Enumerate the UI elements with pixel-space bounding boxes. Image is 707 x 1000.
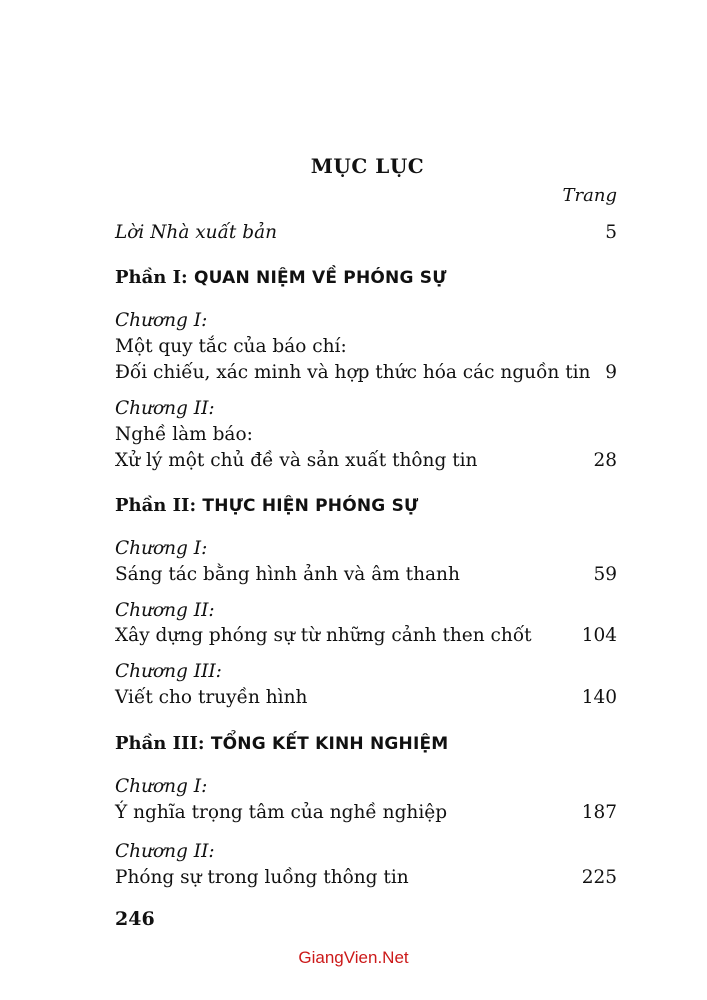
toc-entry-page: 225 [581,867,617,888]
chapter-label: Chương II: [115,600,215,621]
part-2-heading[interactable] [115,495,418,516]
chapter-subtitle: Một quy tắc của báo chí: [115,336,347,357]
toc-entry-page: 28 [593,450,617,471]
part-prefix: Phần III: [115,733,205,754]
part-3-heading[interactable] [115,733,448,754]
toc-entry-front[interactable] [115,222,617,243]
toc-entry[interactable] [115,867,617,888]
part-prefix: Phần I: [115,267,188,288]
toc-entry-page: 140 [581,687,617,708]
part-title: QUAN NIỆM VỀ PHÓNG SỰ [193,268,447,288]
toc-entry-label: Lời Nhà xuất bản [115,222,278,243]
toc-entry[interactable] [115,802,617,823]
page-number: 246 [115,908,155,930]
part-1-heading[interactable] [115,267,447,288]
chapter-subtitle: Nghề làm báo: [115,424,253,445]
toc-entry-label: Xử lý một chủ đề và sản xuất thông tin [115,450,478,471]
toc-entry[interactable] [115,625,617,646]
chapter-label: Chương II: [115,841,215,862]
toc-entry-page: 187 [581,802,617,823]
toc-entry[interactable] [115,687,617,708]
chapter-label: Chương II: [115,398,215,419]
watermark-text: GiangVien.Net [298,948,409,967]
toc-entry[interactable] [115,564,617,585]
toc-entry-page: 5 [605,222,617,243]
part-title: THỰC HIỆN PHÓNG SỰ [202,496,419,516]
toc-entry-label: Xây dựng phóng sự từ những cảnh then chốt [115,625,532,646]
toc-entry-page: 9 [605,362,617,383]
toc-heading: MỤC LỤC [310,154,425,178]
toc-entry-label: Đối chiếu, xác minh và hợp thức hóa các nguồn tin [115,362,591,383]
chapter-label: Chương III: [115,661,222,682]
page-column-label: Trang [562,185,617,206]
toc-entry-label: Phóng sự trong luồng thông tin [115,867,409,888]
toc-entry-label: Sáng tác bằng hình ảnh và âm thanh [115,564,460,585]
toc-entry-page: 59 [593,564,617,585]
toc-entry[interactable] [115,450,617,471]
toc-entry-label: Ý nghĩa trọng tâm của nghề nghiệp [115,802,448,823]
toc-entry-label: Viết cho truyền hình [115,687,308,708]
chapter-label: Chương I: [115,538,208,559]
chapter-label: Chương I: [115,310,208,331]
part-title: TỔNG KẾT KINH NGHIỆM [210,734,449,754]
chapter-label: Chương I: [115,776,208,797]
toc-entry[interactable] [115,362,617,383]
part-prefix: Phần II: [115,495,197,516]
toc-entry-page: 104 [581,625,617,646]
